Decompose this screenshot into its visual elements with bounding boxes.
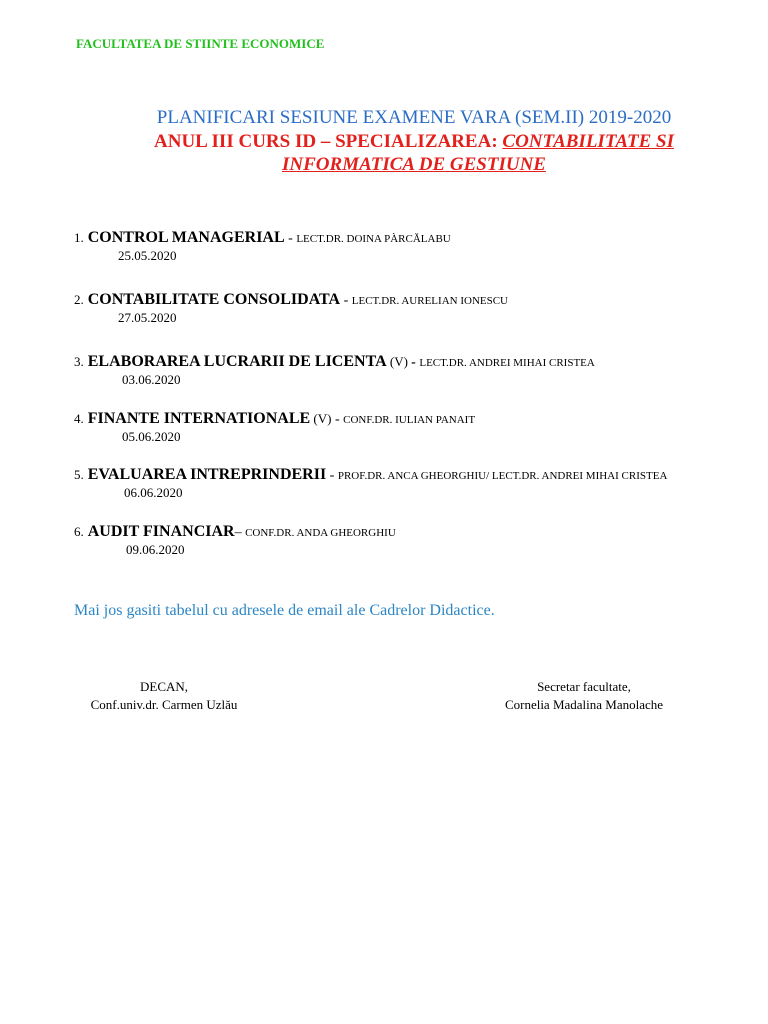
title-specialization-line2: [60, 153, 768, 176]
exam-course: AUDIT FINANCIAR: [87, 523, 235, 540]
signature-secretary: [486, 678, 682, 714]
email-table-note: Mai jos gasiti tabelul cu adresele de email ale Cadrelor Didactice.: [74, 602, 495, 619]
exam-professor: CONF.DR. IULIAN PANAIT: [343, 414, 476, 426]
exam-separator: –: [234, 525, 246, 540]
exam-separator: -: [326, 468, 338, 483]
exam-professor: LECT.DR. DOINA PÀRCĂLABU: [296, 233, 451, 245]
exam-separator: -: [340, 293, 352, 308]
title-year-specialization: [60, 130, 768, 153]
exam-professor: LECT.DR. AURELIAN IONESCU: [351, 295, 508, 307]
exam-professor: PROF.DR. ANCA GHEORGHIU/ LECT.DR. ANDREI MIHAI CRISTEA: [337, 470, 668, 482]
specialization-name-part2: INFORMATICA DE GESTIUNE: [282, 154, 546, 175]
exam-mark: (V): [386, 354, 412, 369]
document-title: [0, 106, 768, 176]
exam-professor: LECT.DR. ANDREI MIHAI CRISTEA: [419, 357, 595, 369]
exam-course: FINANTE INTERNATIONALE: [87, 410, 311, 427]
exam-separator: -: [284, 231, 297, 246]
exam-number: 6.: [74, 524, 84, 539]
exam-item-6: [74, 523, 396, 558]
signature-name: Conf.univ.dr. Carmen Uzlău: [90, 697, 238, 712]
exam-item-4: [74, 410, 475, 445]
exam-course: CONTABILITATE CONSOLIDATA: [87, 291, 341, 308]
exam-mark: (V): [310, 411, 332, 426]
exam-item-3: [74, 353, 595, 388]
signature-name: Cornelia Madalina Manolache: [504, 697, 664, 712]
signature-dean: [76, 678, 252, 714]
exam-date: 05.06.2020: [122, 429, 181, 444]
exam-item-5: [74, 466, 667, 501]
exam-date: 03.06.2020: [122, 372, 181, 387]
exam-number: 1.: [74, 230, 84, 245]
signature-role: DECAN,: [139, 679, 189, 694]
title-session: PLANIFICARI SESIUNE EXAMENE VARA (SEM.II) 2019-2020: [156, 107, 672, 128]
exam-separator: -: [411, 355, 420, 370]
title-year-prefix: ANUL III CURS ID – SPECIALIZAREA:: [154, 131, 503, 152]
exam-number: 2.: [74, 292, 84, 307]
exam-course: CONTROL MANAGERIAL: [87, 229, 285, 246]
signature-role: Secretar facultate,: [537, 679, 631, 694]
exam-separator: -: [331, 412, 344, 427]
faculty-name: FACULTATEA DE STIINTE ECONOMICE: [76, 36, 325, 51]
exam-date: 06.06.2020: [124, 485, 183, 500]
exam-course: ELABORAREA LUCRARII DE LICENTA: [87, 353, 387, 370]
exam-number: 5.: [74, 467, 84, 482]
exam-item-1: [74, 229, 451, 264]
exam-date: 27.05.2020: [118, 310, 177, 325]
specialization-name-part1: CONTABILITATE SI: [502, 131, 674, 152]
exam-date: 09.06.2020: [126, 542, 185, 557]
exam-item-2: [74, 291, 508, 326]
exam-professor: CONF.DR. ANDA GHEORGHIU: [245, 527, 396, 539]
exam-date: 25.05.2020: [118, 248, 177, 263]
exam-number: 3.: [74, 354, 84, 369]
exam-number: 4.: [74, 411, 84, 426]
exam-course: EVALUAREA INTREPRINDERII: [87, 466, 327, 483]
